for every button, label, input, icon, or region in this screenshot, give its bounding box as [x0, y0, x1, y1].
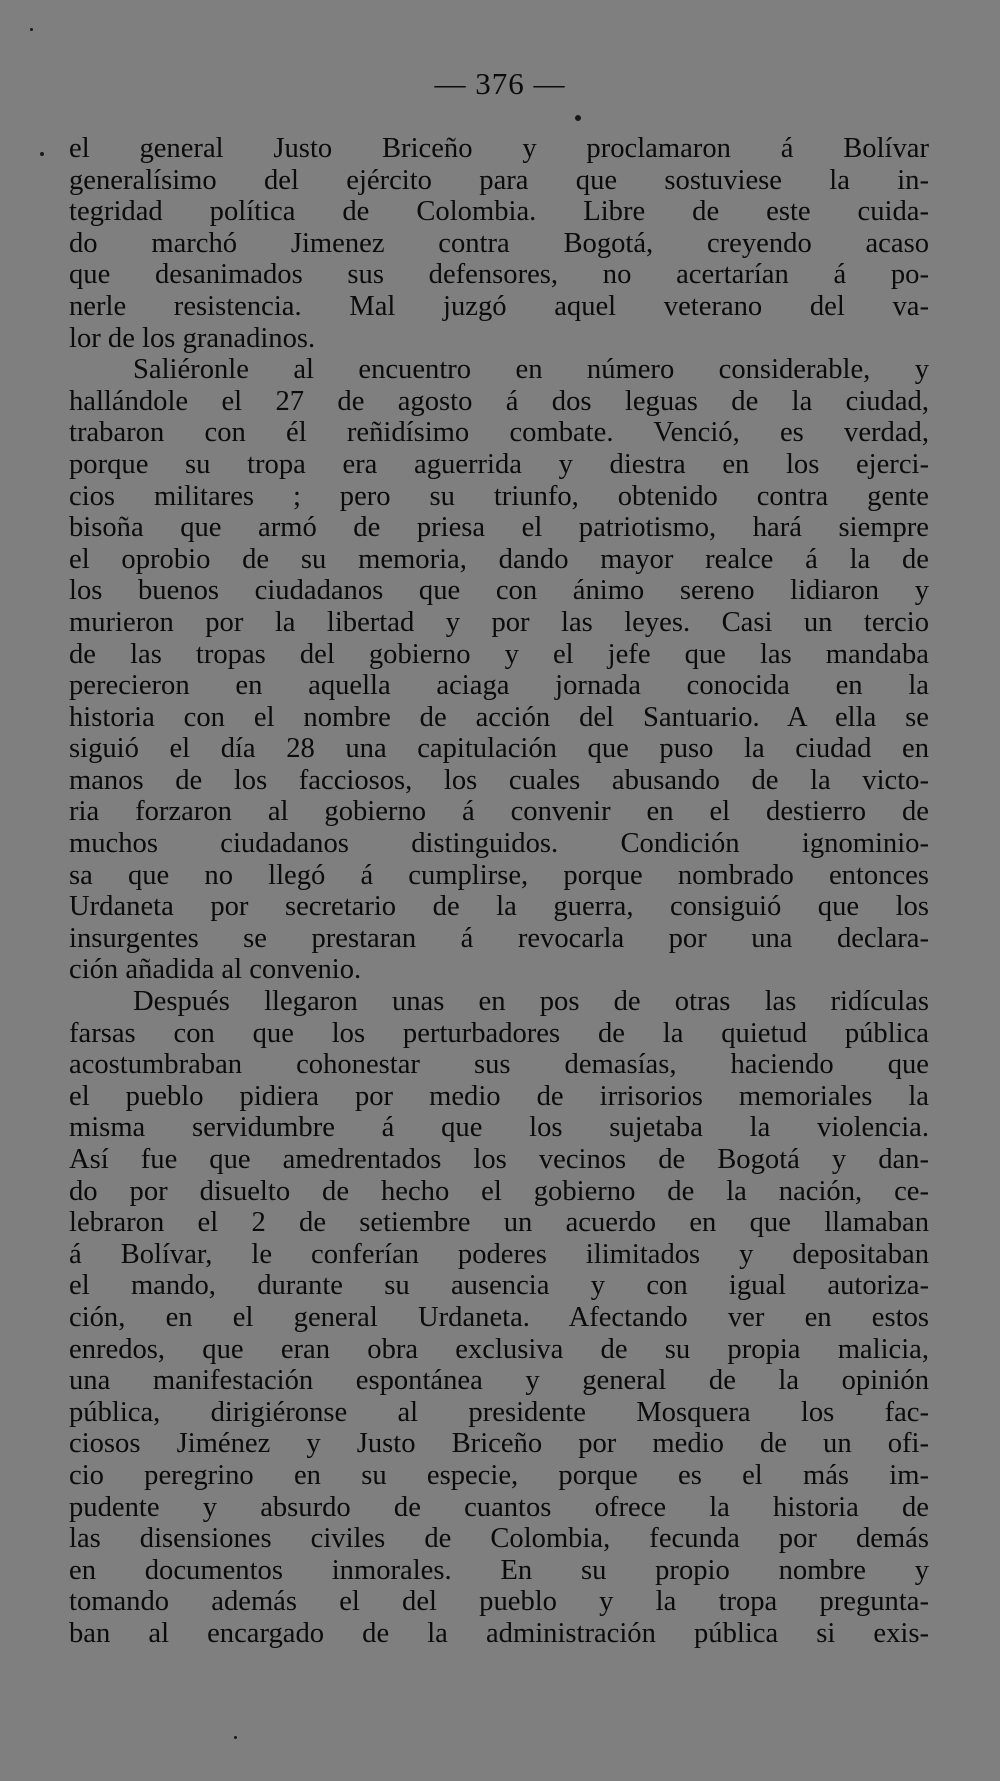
text-line: pudente y absurdo de cuantos ofrece la historia de [69, 1491, 929, 1523]
text-line: historia con el nombre de acción del Santuario. A ella se [69, 701, 929, 733]
text-line: el oprobio de su memoria, dando mayor realce á la de [69, 543, 929, 575]
body-text [69, 133, 929, 1650]
text-line: siguió el día 28 una capitulación que puso la ciudad en [69, 733, 929, 765]
text-line: tomando además el del pueblo y la tropa pregunta- [69, 1586, 929, 1618]
text-line: misma servidumbre á que los sujetaba la violencia. [69, 1112, 929, 1144]
text-line: nerle resistencia. Mal juzgó aquel veterano del va- [69, 290, 929, 322]
text-line: Después llegaron unas en pos de otras las ridículas [133, 986, 929, 1018]
text-line: ción añadida al convenio. [69, 954, 362, 986]
text-line: acostumbraban cohonestar sus demasías, haciendo que [69, 1049, 929, 1081]
page-number: — 376 — [434, 66, 566, 101]
text-line: Urdaneta por secretario de la guerra, consiguió que los [69, 891, 929, 923]
text-line: porque su tropa era aguerrida y diestra en los ejerci- [69, 448, 929, 480]
text-line: hallándole el 27 de agosto á dos leguas de la ciudad, [69, 385, 929, 417]
text-line: el mando, durante su ausencia y con igual autoriza- [69, 1270, 929, 1302]
text-line: enredos, que eran obra exclusiva de su propia malicia, [69, 1333, 929, 1365]
print-speck [234, 1736, 237, 1739]
text-line: los buenos ciudadanos que con ánimo sereno lidiaron y [69, 575, 929, 607]
text-line: el pueblo pidiera por medio de irrisorios memoriales la [69, 1080, 929, 1112]
text-line: sa que no llegó á cumplirse, porque nombrado entonces [69, 859, 929, 891]
text-line: Así fue que amedrentados los vecinos de Bogotá y dan- [69, 1144, 929, 1175]
text-line: bisoña que armó de priesa el patriotismo, hará siempre [69, 512, 929, 544]
text-line: el general Justo Briceño y proclamaron á Bolívar [69, 133, 929, 164]
text-line: ciosos Jiménez y Justo Briceño por medio de un ofi- [69, 1428, 929, 1460]
text-line: trabaron con él reñidísimo combate. Venció, es verdad, [69, 417, 929, 449]
text-line: de las tropas del gobierno y el jefe que las mandaba [69, 638, 929, 670]
text-line: ban al encargado de la administración pública si exis- [69, 1617, 929, 1649]
text-line: manos de los facciosos, los cuales abusando de la victo- [69, 764, 929, 796]
text-line: murieron por la libertad y por las leyes. Casi un tercio [69, 606, 929, 638]
text-line: ción, en el general Urdaneta. Afectando ver en estos [69, 1301, 929, 1333]
text-line: á Bolívar, le conferían poderes ilimitados y depositaban [69, 1238, 929, 1270]
text-line: do marchó Jimenez contra Bogotá, creyendo acaso [69, 227, 929, 259]
print-speck [30, 28, 33, 31]
text-line: lebraron el 2 de setiembre un acuerdo en que llamaban [69, 1207, 929, 1239]
text-line: en documentos inmorales. En su propio nombre y [69, 1554, 929, 1586]
text-line: una manifestación espontánea y general de la opinión [69, 1365, 929, 1397]
text-line: lor de los granadinos. [69, 322, 316, 354]
text-line: cio peregrino en su especie, porque es el más im- [69, 1459, 929, 1491]
text-line: generalísimo del ejército para que sostuviese la in- [69, 164, 929, 196]
text-line: ria forzaron al gobierno á convenir en el destierro de [69, 796, 929, 828]
text-line: do por disuelto de hecho el gobierno de la nación, ce- [69, 1175, 929, 1207]
text-line: perecieron en aquella aciaga jornada conocida en la [69, 670, 929, 702]
text-line: cios militares ; pero su triunfo, obtenido contra gente [69, 480, 929, 512]
print-speck [40, 152, 44, 156]
text-line: que desanimados sus defensores, no acertarían á po- [69, 259, 929, 291]
text-line: tegridad política de Colombia. Libre de este cuida- [69, 196, 929, 228]
text-line: muchos ciudadanos distinguidos. Condición ignominio- [69, 828, 929, 860]
print-speck [575, 115, 581, 121]
text-line: pública, dirigiéronse al presidente Mosquera los fac- [69, 1396, 929, 1428]
text-line: insurgentes se prestaran á revocarla por una declara- [69, 922, 929, 954]
text-line: farsas con que los perturbadores de la quietud pública [69, 1017, 929, 1049]
text-line: las disensiones civiles de Colombia, fecunda por demás [69, 1523, 929, 1555]
text-line: Saliéronle al encuentro en número considerable, y [133, 354, 929, 386]
